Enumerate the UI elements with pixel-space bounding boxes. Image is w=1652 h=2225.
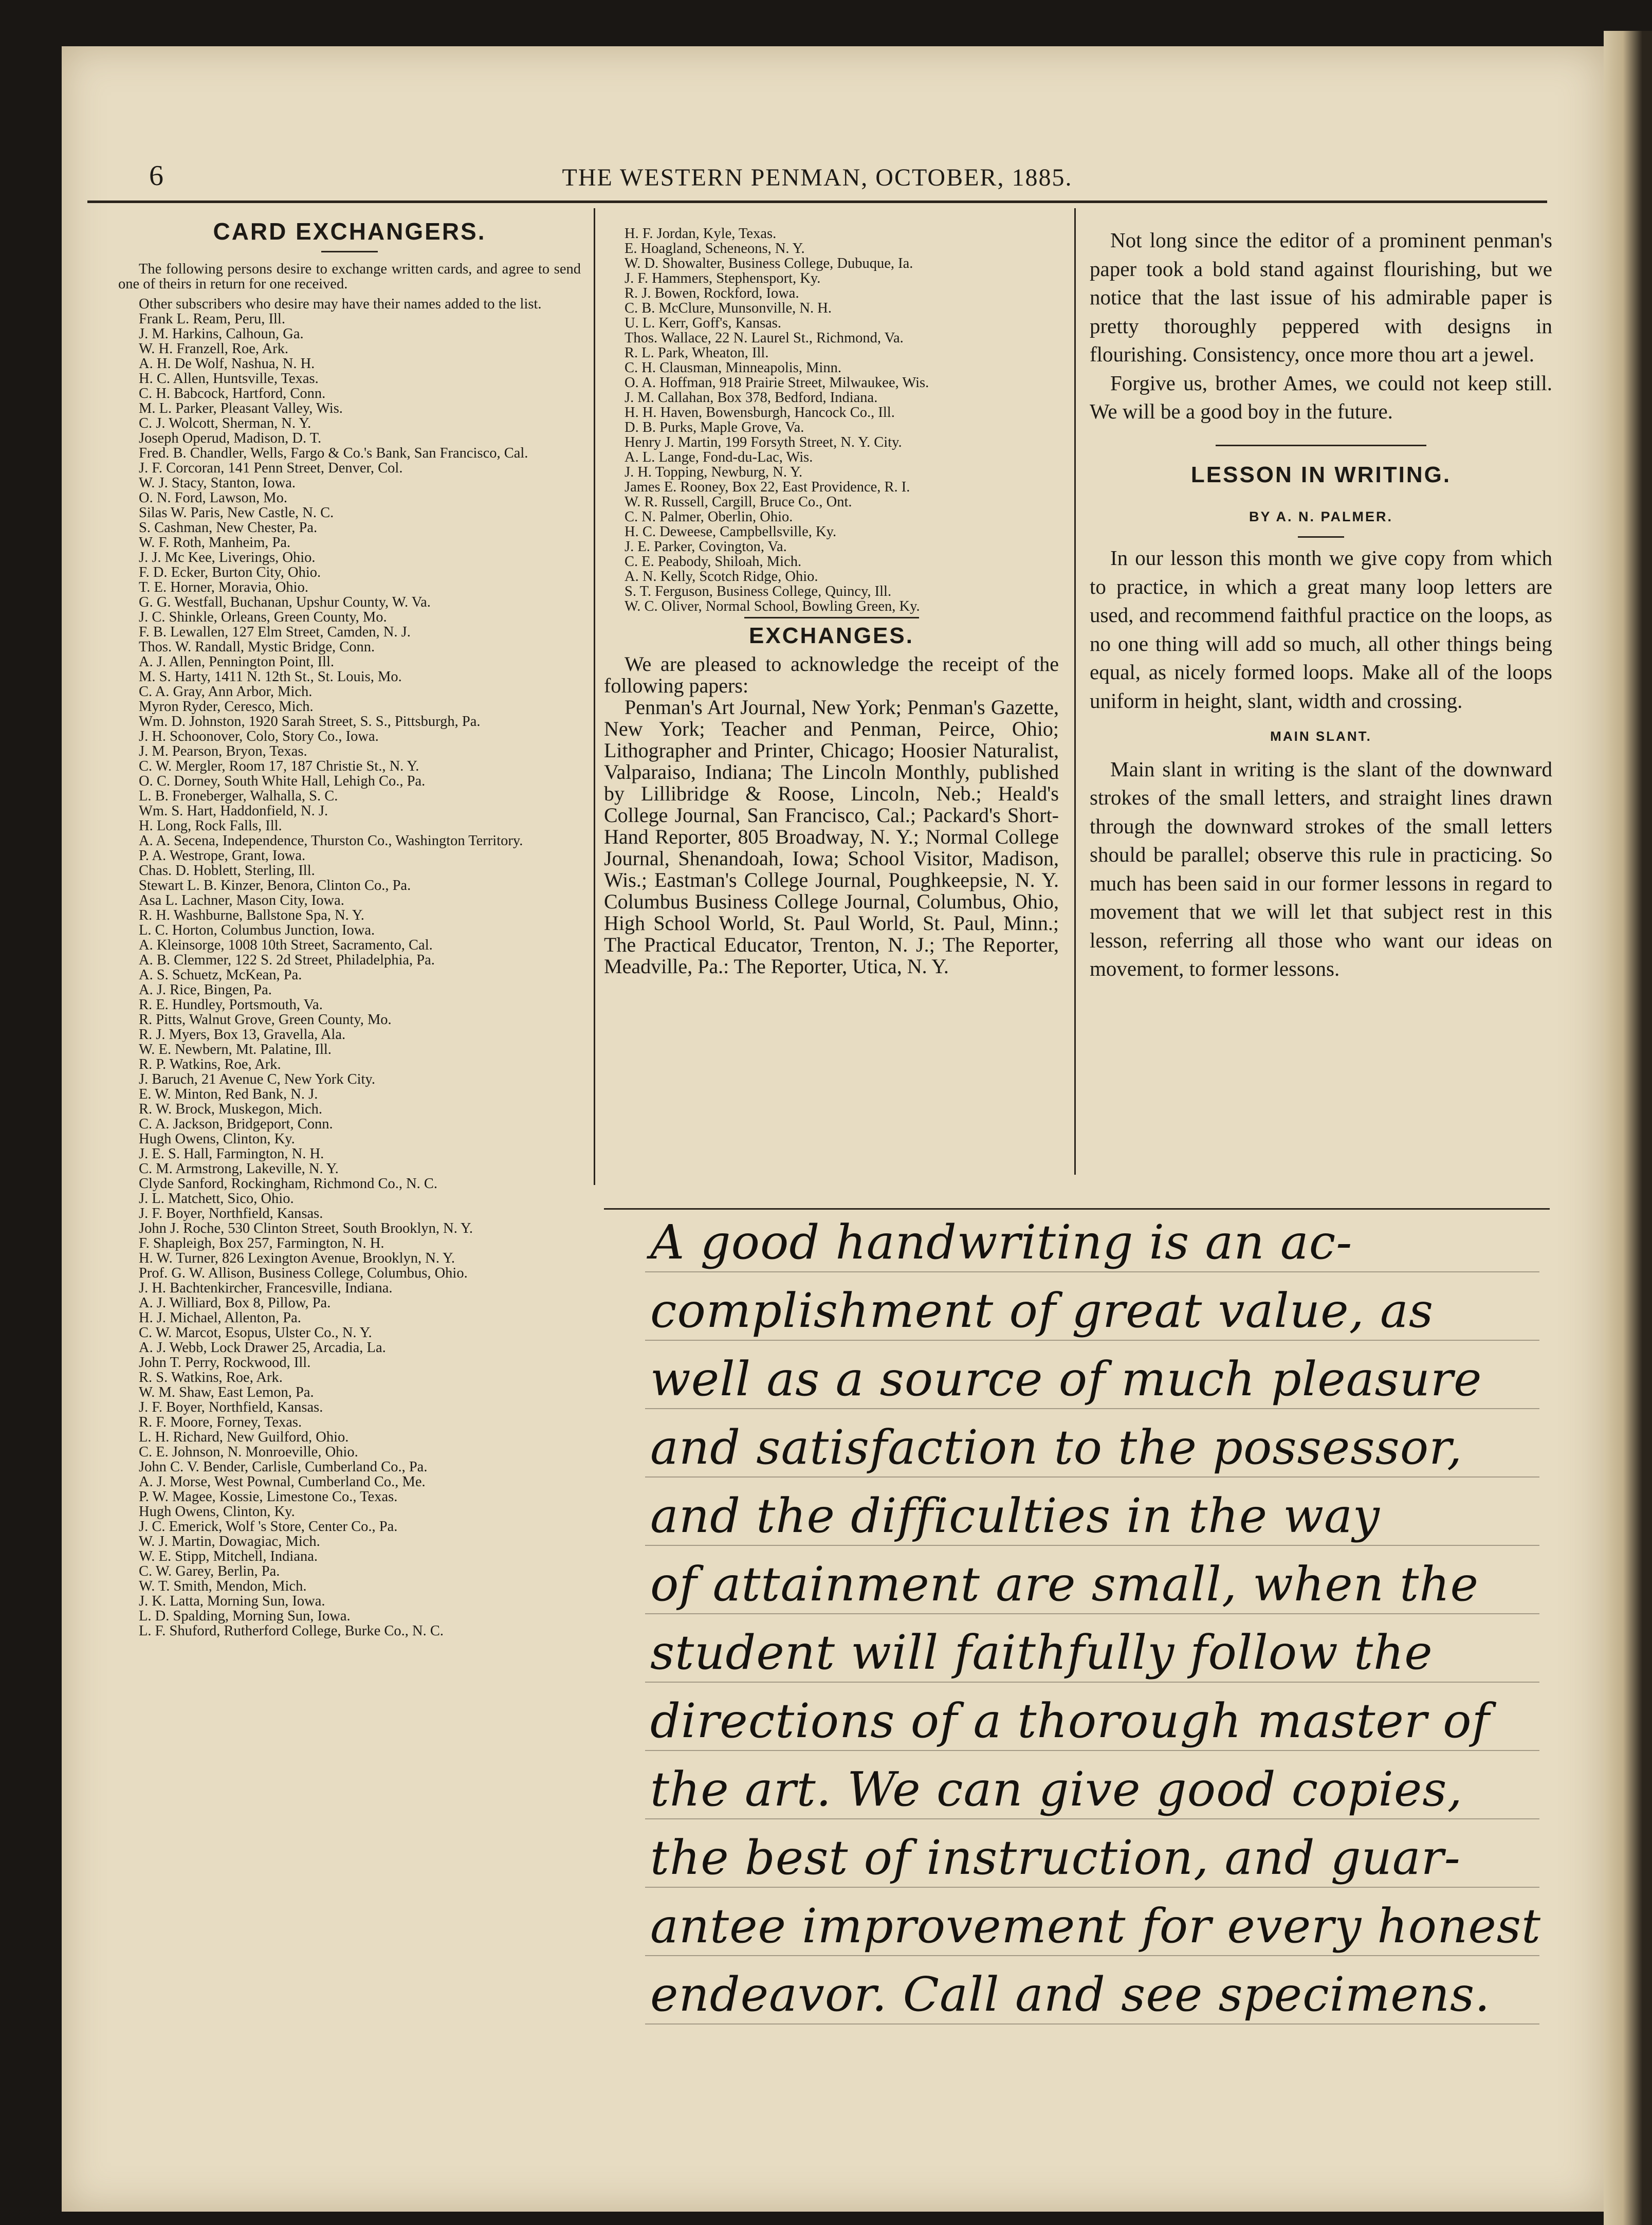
exchanger-entry: J. F. Hammers, Stephensport, Ky.: [625, 270, 821, 286]
exchanger-entry: L. F. Shuford, Rutherford College, Burke Co., N. C.: [139, 1623, 444, 1639]
script-line: A good handwriting is an ac-: [650, 1215, 1353, 1270]
exchanger-entry: W. D. Showalter, Business College, Dubuque, Ia.: [625, 256, 913, 271]
exchanger-entry: Hugh Owens, Clinton, Ky.: [139, 1131, 295, 1147]
copy-baseline: [645, 1545, 1539, 1546]
script-line: of attainment are small, when the: [650, 1557, 1479, 1612]
exchanges-title: EXCHANGES.: [749, 623, 914, 648]
exchanger-entry: W. J. Martin, Dowagiac, Mich.: [139, 1534, 320, 1549]
exchanger-entry: R. L. Park, Wheaton, Ill.: [625, 345, 769, 361]
exchanger-entry: E. Hoagland, Scheneons, N. Y.: [625, 241, 805, 257]
exchanger-entry: J. C. Emerick, Wolf 's Store, Center Co., Pa.: [139, 1519, 398, 1535]
exchanger-entry: J. M. Harkins, Calhoun, Ga.: [139, 326, 304, 342]
exchanger-entry: C. E. Johnson, N. Monroeville, Ohio.: [139, 1444, 358, 1460]
column-rule-right: [1074, 208, 1076, 1175]
exchanger-entry: Silas W. Paris, New Castle, N. C.: [139, 505, 334, 521]
exchanger-entry: W. E. Newbern, Mt. Palatine, Ill.: [139, 1042, 332, 1057]
exchanger-entry: Clyde Sanford, Rockingham, Richmond Co., N. C.: [139, 1176, 438, 1192]
exchanger-entry: A. Kleinsorge, 1008 10th Street, Sacramento, Cal.: [139, 937, 433, 953]
exchanger-entry: W. R. Russell, Cargill, Bruce Co., Ont.: [625, 494, 852, 510]
script-line: well as a source of much pleasure: [650, 1352, 1482, 1407]
exchanger-list: [118, 312, 581, 1638]
exchanges-paper-list: Penman's Art Journal, New York; Penman's Gazette, New York; Teacher and Penman, Peirce, Ohio; Lithographer and Printer, Chicago; Hoosier Naturalist, Valparaiso, Indiana; The Lincoln Monthly, published by Lillibridge & Roose, Lincoln, Neb.; Heald's College Journal, San Francisco, Cal.; Packard's Short-Hand Reporter, 805 Broadway, N. Y.; Normal College Journal, Shenandoah, Iowa; School Visitor, Madison, Wis.; Eastman's College Journal, Poughkeepsie, N. Y. Columbus Business College Journal, Columbus, Ohio, High School World, St. Paul World, St. Paul, Minn.; The Practical Educator, Trenton, N. J.; The Reporter, Meadville, Pa.: The Reporter, Utica, N. Y.: [604, 696, 1059, 978]
exchanger-entry: C. H. Clausman, Minneapolis, Minn.: [625, 360, 841, 376]
exchanger-entry: C. N. Palmer, Oberlin, Ohio.: [625, 509, 793, 525]
exchanger-entry: Prof. G. W. Allison, Business College, Columbus, Ohio.: [139, 1265, 468, 1281]
script-line: student will faithfully follow the: [650, 1625, 1433, 1680]
lesson-paragraph: Main slant in writing is the slant of the downward strokes of the small letters, and straight lines drawn through the downward strokes of the small letters should be parallel; observe this rule in practicing. So much has been said in our former lessons in regard to movement that we will let that subject rest in this lesson, referring all those who want our ideas on movement, to former lessons.: [1090, 757, 1552, 980]
exchanger-entry: A. J. Rice, Bingen, Pa.: [139, 982, 272, 998]
editorial-paragraph: Not long since the editor of a prominent penman's paper took a bold stand against flourishing, but we notice that the last issue of his admirable paper is pretty thoroughly peppered with designs in flourishing. Consistency, once more thou art a jewel.: [1090, 228, 1552, 366]
exchanger-entry: S. T. Ferguson, Business College, Quincy, Ill.: [625, 583, 892, 599]
byline-rule: [1298, 536, 1344, 538]
exchanger-entry: J. J. Mc Kee, Liverings, Ohio.: [139, 550, 316, 566]
exchanger-entry: J. F. Corcoran, 141 Penn Street, Denver, Col.: [139, 460, 403, 476]
exchanger-entry: J. F. Boyer, Northfield, Kansas.: [139, 1399, 323, 1415]
exchanger-entry: C. W. Garey, Berlin, Pa.: [139, 1563, 280, 1579]
exchanger-entry: Hugh Owens, Clinton, Ky.: [139, 1504, 295, 1520]
exchanger-entry: J. K. Latta, Morning Sun, Iowa.: [139, 1593, 325, 1609]
exchanger-entry: O. C. Dorney, South White Hall, Lehigh Co., Pa.: [139, 773, 426, 789]
exchanger-entry: S. Cashman, New Chester, Pa.: [139, 520, 318, 536]
exchanger-entry: H. J. Michael, Allenton, Pa.: [139, 1310, 301, 1326]
exchanger-entry: O. A. Hoffman, 918 Prairie Street, Milwaukee, Wis.: [625, 375, 929, 391]
script-line: and satisfaction to the possessor,: [650, 1420, 1463, 1475]
exchanger-entry: A. J. Webb, Lock Drawer 25, Arcadia, La.: [139, 1340, 386, 1356]
exchanger-entry: John J. Roche, 530 Clinton Street, South Brooklyn, N. Y.: [139, 1220, 473, 1236]
exchanger-entry: U. L. Kerr, Goff's, Kansas.: [625, 315, 782, 331]
lesson-title: LESSON IN WRITING.: [1190, 462, 1452, 487]
exchanger-entry: W. E. Stipp, Mitchell, Indiana.: [139, 1548, 318, 1564]
lesson-paragraph: In our lesson this month we give copy from which to practice, in which a great many loop letters are used, and recommend faithful practice on the loops, as no one thing will add so much, all other things being equal, as nicely formed loops. Make all of the loops uniform in height, slant, width and crossing.: [1090, 546, 1552, 713]
exchanger-entry: J. M. Pearson, Bryon, Texas.: [139, 743, 307, 759]
exchanger-entry: Wm. S. Hart, Haddonfield, N. J.: [139, 803, 328, 819]
exchanger-entry: L. B. Froneberger, Walhalla, S. C.: [139, 788, 338, 804]
copy-baseline: [645, 1476, 1539, 1478]
exchanger-entry: R. Pitts, Walnut Grove, Green County, Mo.: [139, 1012, 392, 1028]
script-line: complishment of great value, as: [650, 1283, 1434, 1338]
exchanger-entry: Asa L. Lachner, Mason City, Iowa.: [139, 892, 344, 908]
exchanger-entry: C. J. Wolcott, Sherman, N. Y.: [139, 415, 311, 431]
exchanger-entry: F. D. Ecker, Burton City, Ohio.: [139, 564, 321, 580]
exchanger-entry: C. H. Babcock, Hartford, Conn.: [139, 386, 326, 402]
exchanger-entry: H. C. Deweese, Campbellsville, Ky.: [625, 524, 837, 540]
exchanger-entry: C. E. Peabody, Shiloah, Mich.: [625, 554, 802, 570]
exchanger-entry: C. M. Armstrong, Lakeville, N. Y.: [139, 1161, 339, 1177]
penmanship-copy: [604, 1208, 1550, 2048]
exchanger-entry: A. A. Secena, Independence, Thurston Co., Washington Territory.: [139, 833, 523, 849]
card-exchangers-title: CARD EXCHANGERS.: [213, 218, 486, 245]
exchanger-entry: H. W. Turner, 826 Lexington Avenue, Brooklyn, N. Y.: [139, 1250, 455, 1266]
copy-baseline: [645, 1887, 1539, 1888]
exchanger-entry: Wm. D. Johnston, 1920 Sarah Street, S. S., Pittsburgh, Pa.: [139, 714, 481, 729]
exchanger-list-continued: [604, 226, 1059, 614]
script-line: endeavor. Call and see specimens.: [650, 1967, 1491, 2022]
exchanger-entry: A. J. Allen, Pennington Point, Ill.: [139, 654, 335, 670]
lesson-subhead: MAIN SLANT.: [1270, 728, 1372, 744]
editorial-paragraph: Forgive us, brother Ames, we could not keep still. We will be a good boy in the future.: [1090, 371, 1552, 423]
script-line: the best of instruction, and guar-: [650, 1830, 1461, 1885]
exchanger-entry: J. M. Callahan, Box 378, Bedford, Indiana.: [625, 390, 878, 406]
script-line: antee improvement for every honest: [650, 1899, 1541, 1954]
lesson-rule: [1216, 445, 1426, 446]
exchanger-entry: C. A. Jackson, Bridgeport, Conn.: [139, 1116, 333, 1132]
exchanger-entry: M. L. Parker, Pleasant Valley, Wis.: [139, 400, 343, 416]
exchanger-entry: J. E. Parker, Covington, Va.: [625, 539, 787, 555]
exchanger-entry: T. E. Horner, Moravia, Ohio.: [139, 579, 308, 595]
column-rule-left: [594, 208, 595, 1185]
script-line: the art. We can give good copies,: [650, 1762, 1463, 1817]
exchanger-entry: A. J. Morse, West Pownal, Cumberland Co., Me.: [139, 1474, 426, 1490]
exchanger-entry: Stewart L. B. Kinzer, Benora, Clinton Co., Pa.: [139, 878, 411, 893]
exchanger-entry: Chas. D. Hoblett, Sterling, Ill.: [139, 863, 315, 879]
exchanger-entry: P. W. Magee, Kossie, Limestone Co., Texas.: [139, 1489, 398, 1505]
exchanger-entry: G. G. Westfall, Buchanan, Upshur County, W. Va.: [139, 594, 431, 610]
copy-baseline: [645, 1613, 1539, 1614]
exchanger-entry: H. Long, Rock Falls, Ill.: [139, 818, 282, 834]
exchanger-entry: R. H. Washburne, Ballstone Spa, N. Y.: [139, 907, 364, 923]
exchanger-entry: J. F. Boyer, Northfield, Kansas.: [139, 1206, 323, 1221]
exchanger-entry: J. H. Bachtenkircher, Francesville, Indiana.: [139, 1280, 393, 1296]
exchanges-rule: [744, 617, 919, 618]
card-exchangers-column: [118, 216, 581, 1638]
exchanger-entry: Joseph Operud, Madison, D. T.: [139, 430, 322, 446]
exchanger-entry: J. Baruch, 21 Avenue C, New York City.: [139, 1071, 375, 1087]
copy-baseline: [645, 1682, 1539, 1683]
exchanger-entry: W. H. Franzell, Roe, Ark.: [139, 341, 289, 357]
exchanger-entry: W. T. Smith, Mendon, Mich.: [139, 1578, 307, 1594]
middle-column: [604, 226, 1059, 977]
script-line: directions of a thorough master of: [650, 1693, 1490, 1748]
lesson-byline: BY A. N. PALMER.: [1249, 508, 1393, 524]
exchanger-entry: M. S. Harty, 1411 N. 12th St., St. Louis, Mo.: [139, 669, 402, 685]
exchanges-intro: We are pleased to acknowledge the receipt of the following papers:: [604, 652, 1059, 697]
binding-gutter: [1604, 31, 1652, 2225]
exchanger-entry: L. H. Richard, New Guilford, Ohio.: [139, 1429, 349, 1445]
masthead-title: THE WESTERN PENMAN, OCTOBER, 1885.: [562, 164, 1073, 191]
exchanger-entry: John T. Perry, Rockwood, Ill.: [139, 1355, 311, 1371]
copy-baseline: [645, 1340, 1539, 1341]
exchanger-entry: O. N. Ford, Lawson, Mo.: [139, 490, 287, 506]
exchanger-entry: H. H. Haven, Bowensburgh, Hancock Co., Ill.: [625, 405, 895, 421]
exchanger-entry: Henry J. Martin, 199 Forsyth Street, N. Y. City.: [625, 434, 902, 450]
exchanger-entry: L. D. Spalding, Morning Sun, Iowa.: [139, 1608, 351, 1624]
exchanger-entry: Myron Ryder, Ceresco, Mich.: [139, 699, 314, 715]
right-column: [1090, 226, 1552, 983]
exchanger-entry: C. W. Mergler, Room 17, 187 Christie St., N. Y.: [139, 758, 419, 774]
exchanger-entry: A. N. Kelly, Scotch Ridge, Ohio.: [625, 569, 818, 585]
exchanger-entry: James E. Rooney, Box 22, East Providence, R. I.: [625, 479, 910, 495]
exchanger-entry: R. F. Moore, Forney, Texas.: [139, 1414, 302, 1430]
exchanger-entry: W. F. Roth, Manheim, Pa.: [139, 535, 291, 551]
exchanger-entry: H. F. Jordan, Kyle, Texas.: [625, 226, 777, 242]
exchanger-entry: W. M. Shaw, East Lemon, Pa.: [139, 1384, 314, 1400]
exchanger-entry: J. L. Matchett, Sico, Ohio.: [139, 1191, 294, 1207]
script-line: and the difficulties in the way: [650, 1488, 1380, 1543]
exchanger-entry: C. A. Gray, Ann Arbor, Mich.: [139, 684, 313, 700]
exchanger-entry: F. B. Lewallen, 127 Elm Street, Camden, N. J.: [139, 624, 411, 640]
page-header: [87, 154, 1547, 203]
exchanger-entry: J. H. Schoonover, Colo, Story Co., Iowa.: [139, 728, 379, 744]
exchanger-entry: A. J. Williard, Box 8, Pillow, Pa.: [139, 1295, 331, 1311]
exchanger-entry: A. H. De Wolf, Nashua, N. H.: [139, 356, 315, 372]
card-exchangers-intro: The following persons desire to exchange written cards, and agree to send one of theirs in return for one received.: [118, 261, 581, 292]
exchanger-entry: Frank L. Ream, Peru, Ill.: [139, 311, 285, 327]
exchanger-entry: Thos. Wallace, 22 N. Laurel St., Richmond, Va.: [625, 330, 904, 346]
exchanger-entry: C. W. Marcot, Esopus, Ulster Co., N. Y.: [139, 1325, 372, 1341]
exchanger-entry: A. B. Clemmer, 122 S. 2d Street, Philadelphia, Pa.: [139, 952, 435, 968]
copy-baseline: [645, 1750, 1539, 1751]
copy-baseline: [645, 1271, 1539, 1272]
exchanger-entry: H. C. Allen, Huntsville, Texas.: [139, 371, 319, 387]
exchanger-entry: C. B. McClure, Munsonville, N. H.: [625, 300, 832, 316]
exchanger-entry: E. W. Minton, Red Bank, N. J.: [139, 1086, 318, 1102]
exchanger-entry: R. J. Myers, Box 13, Gravella, Ala.: [139, 1027, 346, 1043]
exchanger-entry: R. J. Bowen, Rockford, Iowa.: [625, 285, 799, 301]
exchanger-entry: John C. V. Bender, Carlisle, Cumberland Co., Pa.: [139, 1459, 428, 1475]
card-exchangers-note: Other subscribers who desire may have their names added to the list.: [139, 296, 542, 312]
exchanger-entry: R. S. Watkins, Roe, Ark.: [139, 1370, 283, 1385]
page-number: 6: [149, 160, 163, 192]
copy-baseline: [645, 1818, 1539, 1819]
exchanger-entry: J. E. S. Hall, Farmington, N. H.: [139, 1146, 324, 1162]
exchanger-entry: J. C. Shinkle, Orleans, Green County, Mo.: [139, 609, 387, 625]
exchanger-entry: P. A. Westrope, Grant, Iowa.: [139, 848, 306, 864]
exchanger-entry: L. C. Horton, Columbus Junction, Iowa.: [139, 922, 375, 938]
copy-baseline: [645, 2023, 1539, 2025]
title-rule: [321, 251, 378, 252]
copy-baseline: [645, 1955, 1539, 1956]
exchanger-entry: A. L. Lange, Fond-du-Lac, Wis.: [625, 449, 813, 465]
exchanger-entry: R. W. Brock, Muskegon, Mich.: [139, 1101, 323, 1117]
exchanger-entry: J. H. Topping, Newburg, N. Y.: [625, 464, 803, 480]
exchanger-entry: D. B. Purks, Maple Grove, Va.: [625, 420, 804, 435]
exchanger-entry: F. Shapleigh, Box 257, Farmington, N. H.: [139, 1235, 384, 1251]
exchanger-entry: Thos. W. Randall, Mystic Bridge, Conn.: [139, 639, 375, 655]
copy-baseline: [645, 1408, 1539, 1409]
exchanger-entry: Fred. B. Chandler, Wells, Fargo & Co.'s Bank, San Francisco, Cal.: [139, 445, 528, 461]
exchanger-entry: R. E. Hundley, Portsmouth, Va.: [139, 997, 323, 1013]
exchanger-entry: R. P. Watkins, Roe, Ark.: [139, 1056, 281, 1072]
exchanger-entry: W. C. Oliver, Normal School, Bowling Green, Ky.: [625, 598, 920, 614]
exchanger-entry: W. J. Stacy, Stanton, Iowa.: [139, 475, 296, 491]
exchanger-entry: A. S. Schuetz, McKean, Pa.: [139, 967, 302, 983]
